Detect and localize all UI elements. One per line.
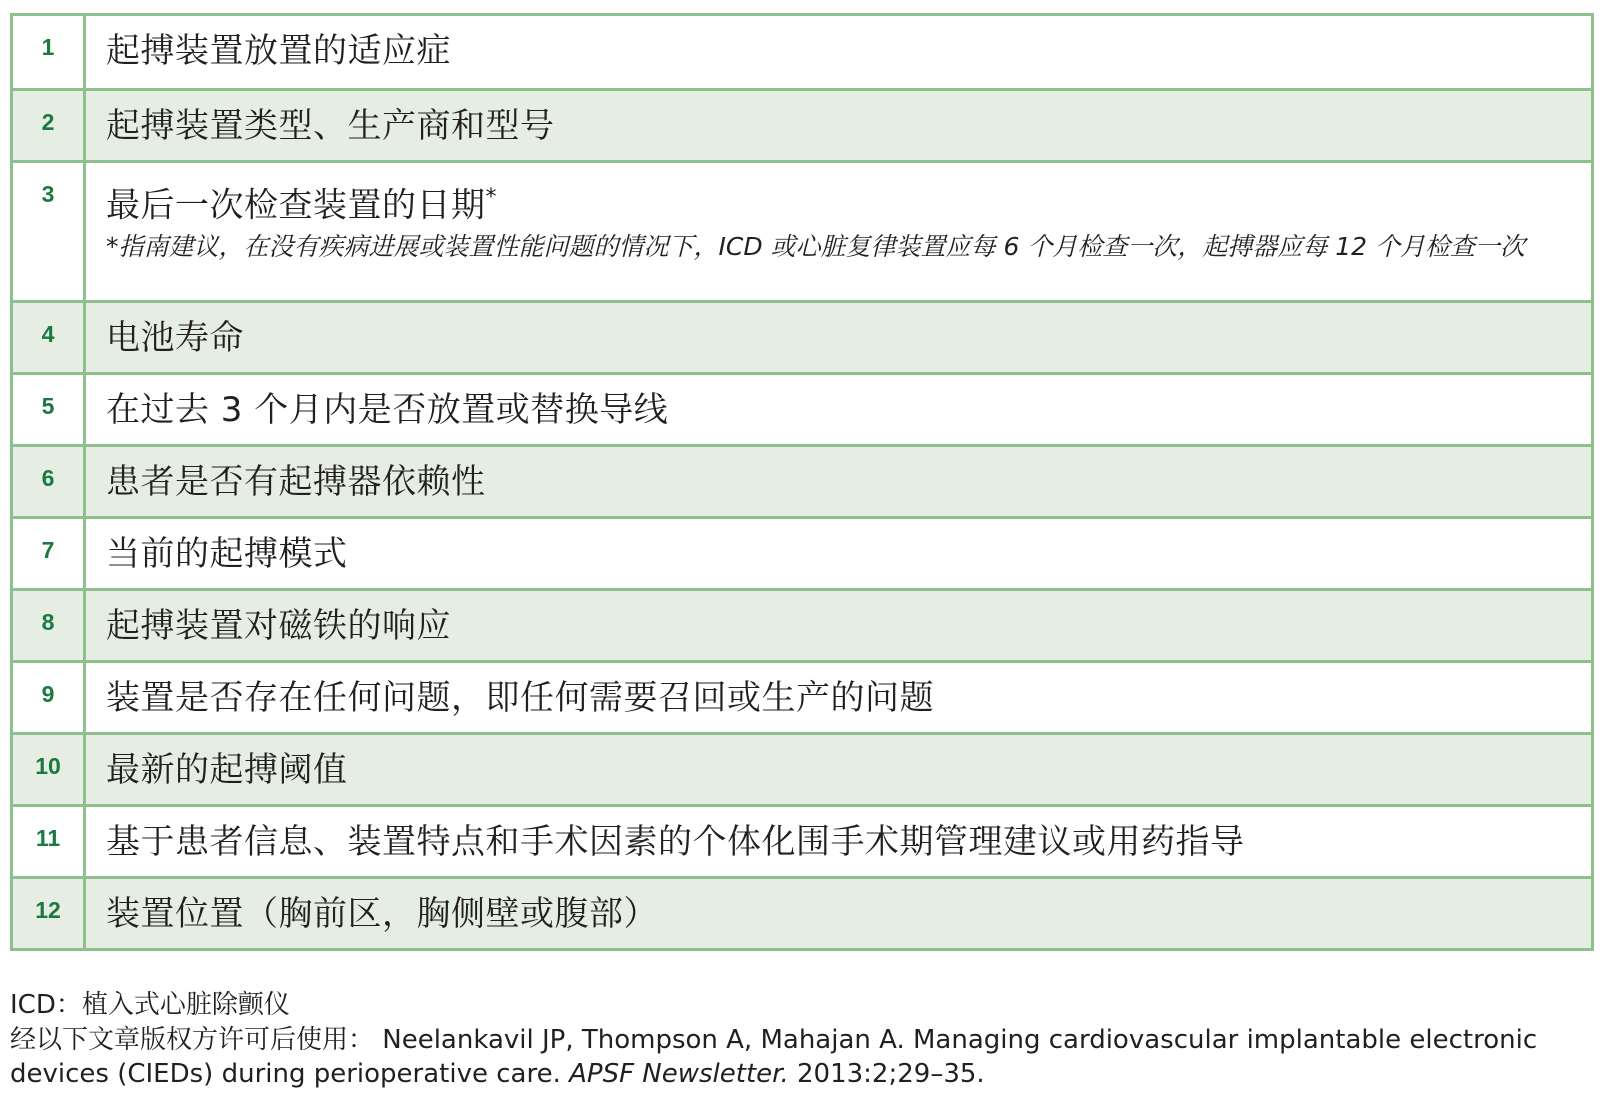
row-text: 当前的起搏模式 xyxy=(106,534,348,574)
table-row xyxy=(13,732,1591,804)
row-text: 装置位置（胸前区，胸侧壁或腹部） xyxy=(106,894,658,934)
row-text: 基于患者信息、装置特点和手术因素的个体化围手术期管理建议或用药指导 xyxy=(106,822,1245,862)
row-text: 装置是否存在任何问题，即任何需要召回或生产的问题 xyxy=(106,678,934,718)
checklist-table xyxy=(10,13,1594,951)
abbreviation-note: ICD：植入式心脏除颤仪 xyxy=(10,990,290,1020)
row-number: 4 xyxy=(13,303,86,372)
row-note: *指南建议，在没有疾病进展或装置性能问题的情况下，ICD 或心脏复律装置应每 6 个月检查一次，起搏器应每 12 个月检查一次 xyxy=(106,232,1526,262)
row-number: 6 xyxy=(13,447,86,516)
row-text: 患者是否有起搏器依赖性 xyxy=(106,462,486,502)
row-number: 3 xyxy=(13,163,86,300)
row-number: 10 xyxy=(13,735,86,804)
row-text: 最新的起搏阈值 xyxy=(106,750,348,790)
row-number: 9 xyxy=(13,663,86,732)
table-row xyxy=(13,300,1591,372)
row-number: 8 xyxy=(13,591,86,660)
citation-suffix: 2013:2;29–35. xyxy=(788,1059,985,1089)
row-text: 电池寿命 xyxy=(106,318,244,358)
table-row xyxy=(13,88,1591,160)
table-row xyxy=(13,588,1591,660)
footnote-marker: * xyxy=(485,185,497,210)
table-row xyxy=(13,516,1591,588)
row-number: 7 xyxy=(13,519,86,588)
row-text: 起搏装置对磁铁的响应 xyxy=(106,606,451,646)
table-row xyxy=(13,804,1591,876)
table-row xyxy=(13,444,1591,516)
row-text: 在过去 3 个月内是否放置或替换导线 xyxy=(106,390,669,430)
table-row xyxy=(13,160,1591,300)
table-row xyxy=(13,16,1591,88)
row-text: 最后一次检查装置的日期 xyxy=(106,185,486,226)
journal-name: APSF Newsletter. xyxy=(569,1059,789,1089)
table-row xyxy=(13,372,1591,444)
source-citation xyxy=(10,1023,1580,1091)
row-number: 1 xyxy=(13,16,86,88)
row-text: 起搏装置放置的适应症 xyxy=(106,31,451,71)
row-number: 5 xyxy=(13,375,86,444)
row-number: 12 xyxy=(13,879,86,948)
row-number: 11 xyxy=(13,807,86,876)
table-row xyxy=(13,876,1591,948)
table-row xyxy=(13,660,1591,732)
citation-prefix: 经以下文章版权方许可后使用： Neelankavil JP, Thompson A, Mahajan A. Managing cardiovascular implantable electronic devices (CIEDs) during perioperative care. xyxy=(10,1025,1538,1089)
row-text: 起搏装置类型、生产商和型号 xyxy=(106,106,555,146)
row-number: 2 xyxy=(13,91,86,160)
